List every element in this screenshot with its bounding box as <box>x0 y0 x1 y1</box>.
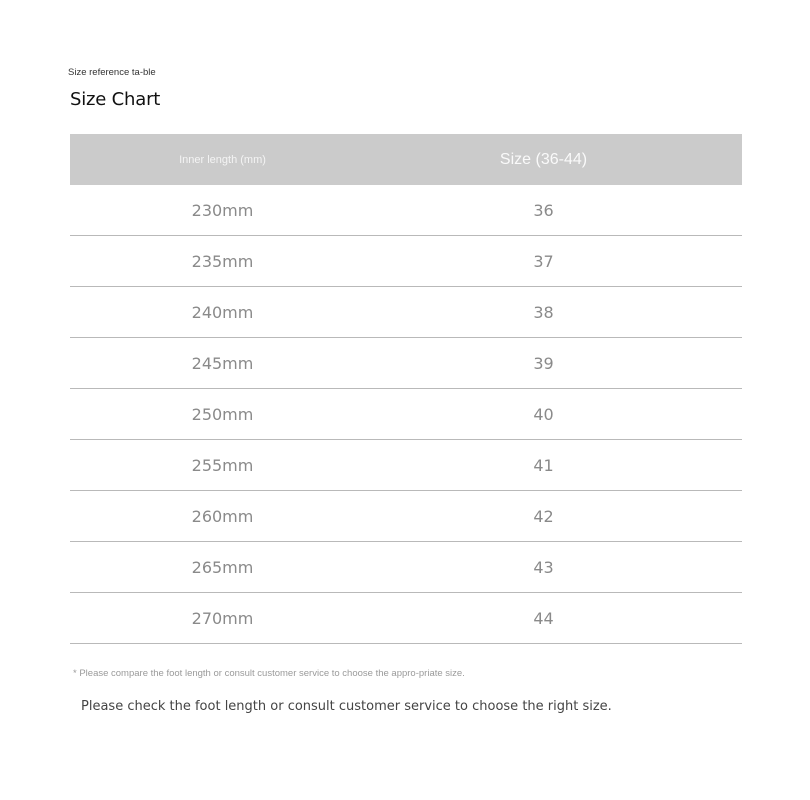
size-cell: 44 <box>533 608 554 628</box>
inner-length-cell: 250mm <box>191 404 254 424</box>
table-row <box>70 185 742 236</box>
table-row <box>70 236 742 287</box>
inner-length-cell: 260mm <box>191 506 254 526</box>
footnote-main: Please check the foot length or consult customer service to choose the right size. <box>81 699 612 714</box>
size-cell: 40 <box>533 404 554 424</box>
size-cell: 43 <box>533 557 554 577</box>
size-table <box>70 134 742 644</box>
size-cell: 41 <box>533 455 554 475</box>
inner-length-cell: 265mm <box>191 557 254 577</box>
column-header-inner-length: Inner length (mm) <box>179 153 266 166</box>
size-cell: 39 <box>533 353 554 373</box>
table-row <box>70 542 742 593</box>
size-cell: 36 <box>533 200 554 220</box>
table-row <box>70 491 742 542</box>
inner-length-cell: 230mm <box>191 200 254 220</box>
inner-length-cell: 255mm <box>191 455 254 475</box>
inner-length-cell: 240mm <box>191 302 254 322</box>
footnote-small: * Please compare the foot length or consult customer service to choose the appro-priate size. <box>73 668 465 679</box>
inner-length-cell: 245mm <box>191 353 254 373</box>
size-cell: 37 <box>533 251 554 271</box>
column-header-size: Size (36-44) <box>499 150 588 168</box>
table-row <box>70 338 742 389</box>
size-cell: 42 <box>533 506 554 526</box>
table-row <box>70 389 742 440</box>
inner-length-cell: 235mm <box>191 251 254 271</box>
table-header <box>70 134 742 185</box>
size-reference-subtitle: Size reference ta-ble <box>68 67 156 78</box>
page-title: Size Chart <box>70 89 161 110</box>
size-cell: 38 <box>533 302 554 322</box>
table-row <box>70 593 742 644</box>
table-row <box>70 440 742 491</box>
inner-length-cell: 270mm <box>191 608 254 628</box>
table-row <box>70 287 742 338</box>
